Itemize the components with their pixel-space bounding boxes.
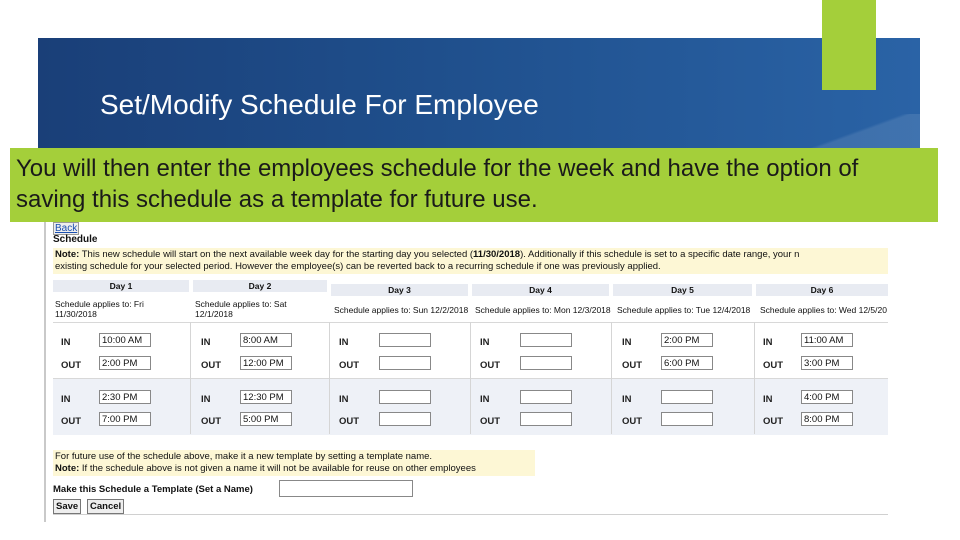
in-label: IN: [339, 394, 349, 405]
template-info-box: [53, 450, 535, 476]
day-4-in-2-input[interactable]: [520, 390, 572, 404]
out-label: OUT: [339, 360, 360, 371]
in-label: IN: [201, 337, 211, 348]
in-label: IN: [480, 337, 490, 348]
template-name-input[interactable]: [279, 480, 413, 497]
out-label: OUT: [622, 360, 643, 371]
day-3-applies: Schedule applies to: Sun 12/2/2018: [334, 305, 469, 315]
day-4-header: Day 4: [472, 284, 609, 296]
column-divider: [190, 322, 191, 434]
in-label: IN: [763, 337, 773, 348]
column-divider: [470, 322, 471, 434]
day-4-out-2-input[interactable]: [520, 412, 572, 426]
day-3-in-2-input[interactable]: [379, 390, 431, 404]
in-label: IN: [622, 394, 632, 405]
template-name-label: Make this Schedule a Template (Set a Name): [53, 484, 253, 495]
out-label: OUT: [201, 416, 222, 427]
day-3-out-1-input[interactable]: [379, 356, 431, 370]
note-text-1: This new schedule will start on the next available week day for the starting day you selected (: [79, 249, 474, 260]
out-label: OUT: [201, 360, 222, 371]
day-6-header: Day 6: [756, 284, 888, 296]
column-divider: [329, 322, 330, 434]
out-label: OUT: [622, 416, 643, 427]
slide-title: Set/Modify Schedule For Employee: [100, 89, 539, 120]
bottom-divider: [53, 514, 888, 515]
out-label: OUT: [480, 416, 501, 427]
green-accent-tab: [822, 0, 876, 90]
note-date: 11/30/2018: [473, 249, 521, 260]
day-1-in-2-input[interactable]: 2:30 PM: [99, 390, 151, 404]
in-label: IN: [622, 337, 632, 348]
day-3-out-2-input[interactable]: [379, 412, 431, 426]
in-label: IN: [201, 394, 211, 405]
note-text-2: existing schedule for your selected period. However the employee(s) can be reverted back to a recurring schedule if one was previously applied.: [55, 261, 661, 272]
day-6-in-1-input[interactable]: 11:00 AM: [801, 333, 853, 347]
day-2-out-2-input[interactable]: 5:00 PM: [240, 412, 292, 426]
day-2-applies: Schedule applies to: Sat 12/1/2018: [195, 299, 287, 319]
out-label: OUT: [763, 416, 784, 427]
schedule-note: [53, 248, 888, 274]
day-3-header: Day 3: [331, 284, 468, 296]
day-6-out-1-input[interactable]: 3:00 PM: [801, 356, 853, 370]
out-label: OUT: [61, 416, 82, 427]
in-label: IN: [61, 394, 71, 405]
column-divider: [754, 322, 755, 434]
day-5-in-1-input[interactable]: 2:00 PM: [661, 333, 713, 347]
out-label: OUT: [763, 360, 784, 371]
day-5-header: Day 5: [613, 284, 752, 296]
note-text-1-end: ). Additionally if this schedule is set to a specific date range, your n: [520, 249, 800, 260]
day-5-out-2-input[interactable]: [661, 412, 713, 426]
day-1-applies: Schedule applies to: Fri 11/30/2018: [55, 299, 144, 319]
banner-accent: [800, 114, 920, 148]
out-label: OUT: [339, 416, 360, 427]
day-6-in-2-input[interactable]: 4:00 PM: [801, 390, 853, 404]
template-note-text: If the schedule above is not given a name it will not be available for reuse on other employees: [79, 463, 476, 474]
day-1-header: Day 1: [53, 280, 189, 292]
callout-box: [10, 148, 938, 222]
back-button[interactable]: Back: [55, 223, 78, 234]
in-label: IN: [480, 394, 490, 405]
day-1-out-1-input[interactable]: 2:00 PM: [99, 356, 151, 370]
in-label: IN: [763, 394, 773, 405]
left-border: [44, 222, 46, 522]
day-2-out-1-input[interactable]: 12:00 PM: [240, 356, 292, 370]
day-2-in-2-input[interactable]: 12:30 PM: [240, 390, 292, 404]
day-5-applies: Schedule applies to: Tue 12/4/2018: [617, 305, 751, 315]
day-5-out-1-input[interactable]: 6:00 PM: [661, 356, 713, 370]
out-label: OUT: [61, 360, 82, 371]
day-3-in-1-input[interactable]: [379, 333, 431, 347]
cancel-button[interactable]: Cancel: [87, 499, 124, 514]
in-label: IN: [339, 337, 349, 348]
day-4-applies: Schedule applies to: Mon 12/3/2018: [475, 305, 611, 315]
day-2-header: Day 2: [193, 280, 327, 292]
schedule-screenshot: [44, 222, 888, 522]
template-note-label: Note:: [55, 463, 80, 474]
day-4-out-1-input[interactable]: [520, 356, 572, 370]
in-label: IN: [61, 337, 71, 348]
day-6-out-2-input[interactable]: 8:00 PM: [801, 412, 853, 426]
day-2-in-1-input[interactable]: 8:00 AM: [240, 333, 292, 347]
day-1-in-1-input[interactable]: 10:00 AM: [99, 333, 151, 347]
save-button[interactable]: Save: [53, 499, 81, 514]
out-label: OUT: [480, 360, 501, 371]
template-info-text: For future use of the schedule above, make it a new template by setting a template name.: [55, 451, 433, 462]
column-divider: [611, 322, 612, 434]
day-4-in-1-input[interactable]: [520, 333, 572, 347]
callout-text: You will then enter the employees schedule for the week and have the option of saving this schedule as a template for future use.: [16, 155, 859, 213]
day-6-applies: Schedule applies to: Wed 12/5/20: [760, 305, 887, 315]
day-1-out-2-input[interactable]: 7:00 PM: [99, 412, 151, 426]
schedule-legend: Schedule: [53, 234, 98, 245]
day-5-in-2-input[interactable]: [661, 390, 713, 404]
note-label: Note:: [55, 249, 80, 260]
